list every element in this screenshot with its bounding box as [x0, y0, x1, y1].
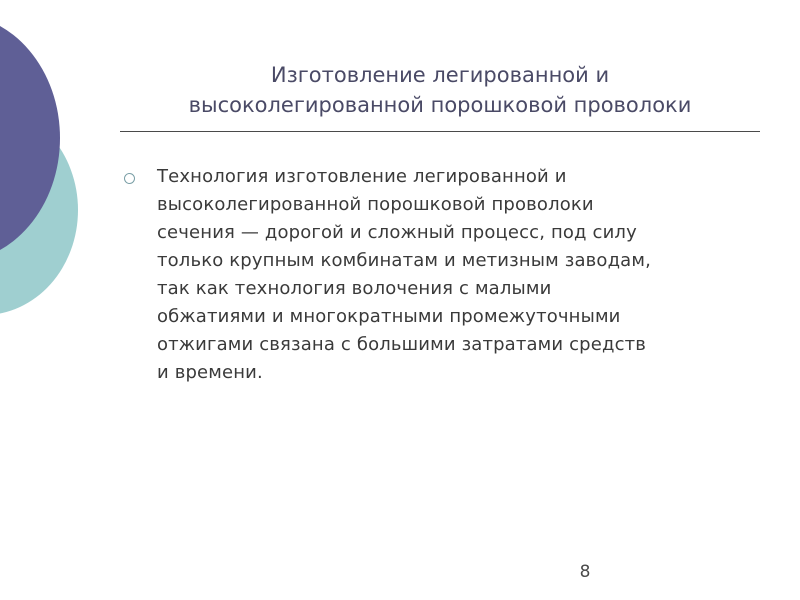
- page-number: 8: [579, 562, 591, 582]
- slide-title-line-1: Изготовление легированной и: [270, 63, 610, 87]
- bullet-text-line: так как технология волочения с малыми: [157, 278, 552, 299]
- bullet-text: [157, 163, 757, 387]
- bullet-text-line: отжигами связана с большими затратами средств: [157, 334, 647, 355]
- decorative-circles: [0, 0, 120, 330]
- bullet-text-line: высоколегированной порошковой проволоки: [157, 194, 594, 215]
- bullet-text-line: обжатиями и многократными промежуточными: [157, 306, 621, 327]
- slide-title: [120, 60, 760, 120]
- title-divider: [120, 131, 760, 132]
- slide-title-line-2: высоколегированной порошковой проволоки: [188, 93, 692, 117]
- bullet-text-line: только крупным комбинатам и метизным заводам,: [157, 250, 651, 271]
- circle-bullet-icon: [124, 173, 135, 184]
- bullet-text-line: сечения — дорогой и сложный процесс, под силу: [157, 222, 637, 243]
- bullet-text-line: и времени.: [157, 362, 263, 383]
- bullet-text-line: Технология изготовление легированной и: [157, 166, 567, 187]
